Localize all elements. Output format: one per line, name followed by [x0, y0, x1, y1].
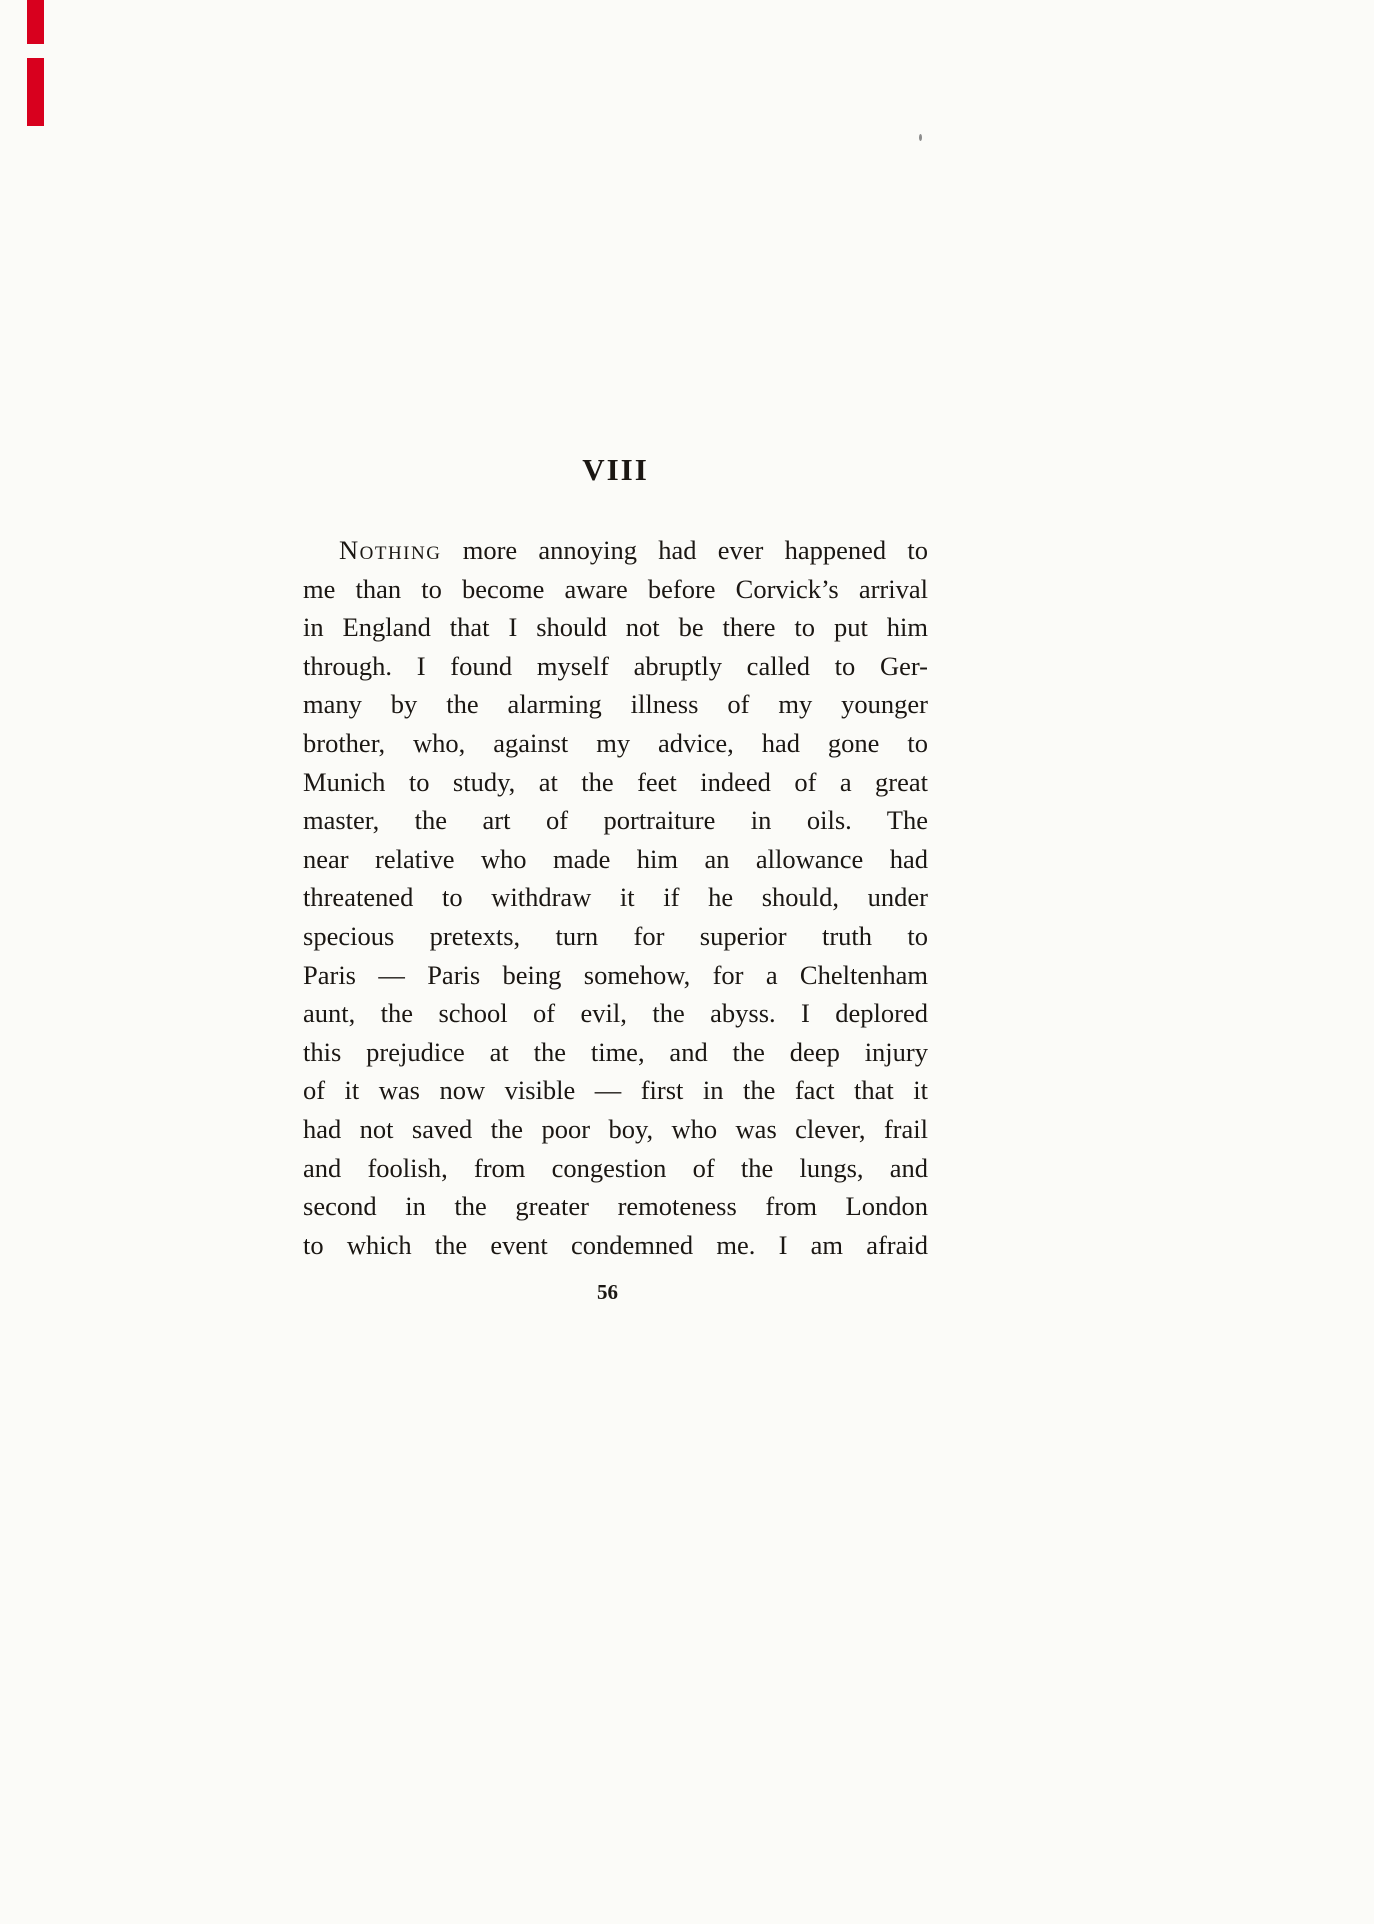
body-line: threatened to withdraw it if he should, under: [303, 882, 928, 913]
body-line: of it was now visible — first in the fact that it: [303, 1075, 928, 1106]
body-line: near relative who made him an allowance had: [303, 843, 928, 874]
body-line: Paris — Paris being somehow, for a Cheltenham: [303, 959, 928, 990]
scan-speck: [919, 134, 922, 141]
body-line: through. I found myself abruptly called to Ger-: [303, 650, 928, 681]
body-line: specious pretexts, turn for superior truth to: [303, 920, 928, 951]
scan-red-edge-mark: [27, 58, 44, 126]
body-line: and foolish, from congestion of the lungs, and: [303, 1152, 928, 1183]
lead-word-smallcaps: Nothing: [339, 535, 442, 565]
body-text-block: [303, 531, 928, 1264]
body-line: many by the alarming illness of my younger: [303, 689, 928, 720]
body-line: aunt, the school of evil, the abyss. I deplored: [303, 998, 928, 1029]
body-line: me than to become aware before Corvick’s arrival: [303, 573, 928, 604]
page-number: 56: [597, 1280, 618, 1304]
body-line: second in the greater remoteness from London: [303, 1191, 928, 1222]
chapter-heading: VIII: [582, 452, 649, 487]
body-line: this prejudice at the time, and the deep injury: [303, 1036, 928, 1067]
body-line: in England that I should not be there to put him: [303, 612, 928, 643]
body-line: had not saved the poor boy, who was clever, frail: [303, 1113, 928, 1144]
body-line: Munich to study, at the feet indeed of a great: [303, 766, 928, 797]
body-line: [303, 531, 928, 570]
body-line: to which the event condemned me. I am afraid: [303, 1229, 928, 1260]
line-text: more annoying had ever happened to: [441, 535, 928, 565]
body-line: master, the art of portraiture in oils. The: [303, 805, 928, 836]
scan-red-edge-mark: [27, 0, 44, 44]
body-line: brother, who, against my advice, had gone to: [303, 727, 928, 758]
